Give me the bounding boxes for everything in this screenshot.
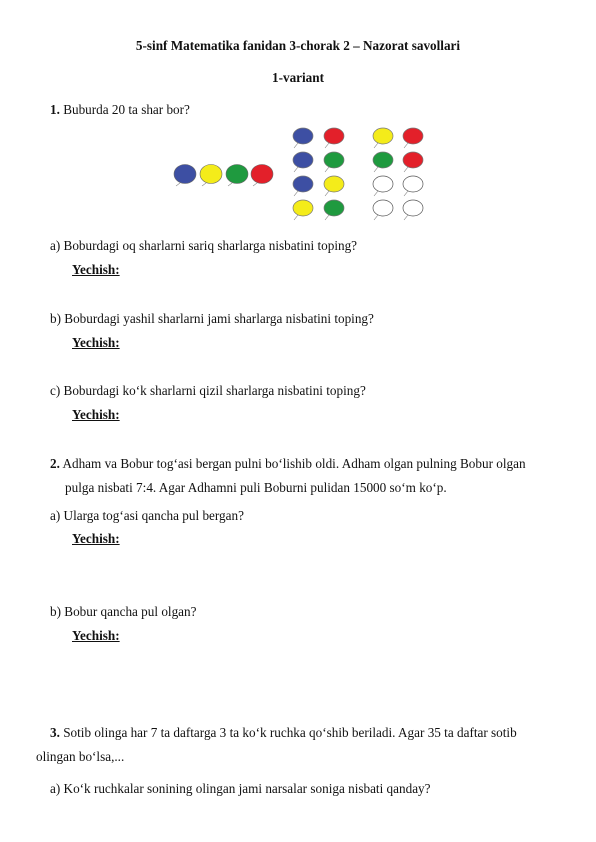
solution-label: Yechish: <box>72 262 120 277</box>
balloon <box>403 152 423 168</box>
question-2-text-line-1: Adham va Bobur tog‘asi bergan pulni bo‘lishib oldi. Adham olgan pulning Bobur olgan <box>62 456 526 471</box>
question-3-text-line-1: Sotib olinga har 7 ta daftarga 3 ta ko‘k ruchka qo‘shib beriladi. Agar 35 ta daftar sotib <box>63 725 517 740</box>
balloon <box>293 152 313 168</box>
balloon-row <box>174 165 273 187</box>
question-1b: b) Boburdagi yashil sharlarni jami sharlarga nisbatini toping? <box>50 311 374 326</box>
balloon <box>324 152 344 168</box>
question-1c: c) Boburdagi ko‘k sharlarni qizil sharlarga nisbatini toping? <box>50 383 366 398</box>
balloon <box>293 128 313 144</box>
balloon <box>324 128 344 144</box>
balloon <box>373 128 393 144</box>
page-title: 5-sinf Matematika fanidan 3-chorak 2 – Nazorat savollari <box>135 38 461 53</box>
solution-label: Yechish: <box>72 531 120 546</box>
question-3-number: 3. <box>50 725 60 740</box>
balloon <box>293 200 313 216</box>
solution-label: Yechish: <box>72 407 120 422</box>
question-2a: a) Ularga tog‘asi qancha pul bergan? <box>50 508 244 523</box>
question-3a: a) Ko‘k ruchkalar sonining olingan jami narsalar soniga nisbati qanday? <box>50 781 431 796</box>
question-3 <box>50 725 517 741</box>
balloon-grid-2 <box>373 128 423 216</box>
question-1-text: Buburda 20 ta shar bor? <box>63 102 190 117</box>
question-2b: b) Bobur qancha pul olgan? <box>50 604 197 619</box>
question-1a: a) Boburdagi oq sharlarni sariq sharlarga nisbatini toping? <box>50 238 358 253</box>
question-1-number: 1. <box>50 102 60 117</box>
solution-label: Yechish: <box>72 335 120 350</box>
balloon <box>251 165 273 184</box>
balloon <box>293 176 313 192</box>
balloon <box>174 165 196 184</box>
question-3-text-line-2: olingan bo‘lsa,... <box>36 749 125 764</box>
balloon <box>373 152 393 168</box>
question-2 <box>50 456 526 472</box>
question-2-text-line-2: pulga nisbati 7:4. Agar Adhamni puli Boburni pulidan 15000 so‘m ko‘p. <box>65 480 447 495</box>
balloon <box>403 128 423 144</box>
question-2-number: 2. <box>50 456 60 471</box>
balloon-grid-1 <box>293 128 344 216</box>
balloon <box>403 200 423 216</box>
variant-label: 1-variant <box>271 70 324 85</box>
solution-label: Yechish: <box>72 628 120 643</box>
balloon <box>200 165 222 184</box>
balloon <box>403 176 423 192</box>
balloon <box>226 165 248 184</box>
balloon <box>324 176 344 192</box>
balloon <box>324 200 344 216</box>
balloon <box>373 200 393 216</box>
balloon <box>373 176 393 192</box>
